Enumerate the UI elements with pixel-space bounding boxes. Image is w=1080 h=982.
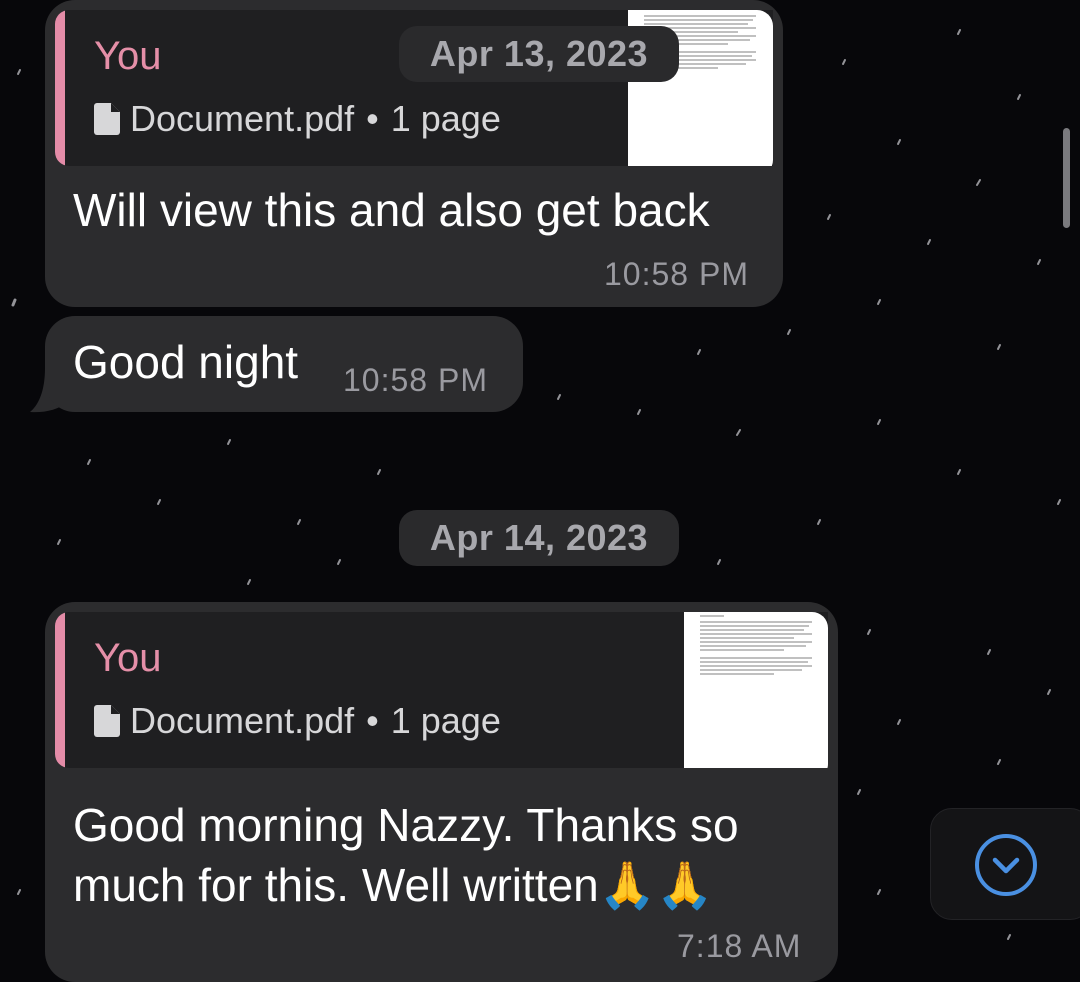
scroll-to-bottom-button[interactable]: [930, 808, 1080, 920]
file-icon: [94, 705, 120, 737]
quote-sender: You: [94, 34, 162, 78]
document-preview-lines: [684, 612, 828, 768]
quote-accent-bar: [55, 10, 65, 166]
message-time: 7:18 AM: [677, 928, 802, 964]
quote-accent-bar: [55, 612, 65, 768]
quote-file-info: [94, 698, 501, 744]
message-bubble[interactable]: [45, 316, 523, 412]
message-text: Will view this and also get back: [73, 184, 710, 236]
file-icon: [94, 103, 120, 135]
page-count: 1 page: [390, 700, 501, 741]
document-thumbnail[interactable]: [684, 612, 828, 768]
page-count: 1 page: [390, 98, 501, 139]
date-separator: Apr 14, 2023: [399, 510, 679, 566]
separator-dot: •: [366, 98, 379, 139]
message-time: 10:58 PM: [604, 256, 749, 292]
message-text: Good night: [73, 336, 299, 388]
message-text-line-1: Good morning Nazzy. Thanks so: [73, 799, 739, 851]
message-text-line-2: much for this. Well written🙏🙏: [73, 859, 714, 911]
message-time: 10:58 PM: [343, 362, 488, 398]
separator-dot: •: [366, 700, 379, 741]
quoted-document-reply[interactable]: [55, 612, 828, 768]
scroll-indicator[interactable]: [1063, 128, 1070, 228]
date-separator: Apr 13, 2023: [399, 26, 679, 82]
quote-file-info: [94, 96, 501, 142]
quote-sender: You: [94, 636, 162, 680]
file-name: Document.pdf: [130, 98, 355, 139]
file-name: Document.pdf: [130, 700, 355, 741]
message-bubble[interactable]: [45, 602, 838, 982]
chevron-down-circle-icon: [974, 833, 1038, 897]
